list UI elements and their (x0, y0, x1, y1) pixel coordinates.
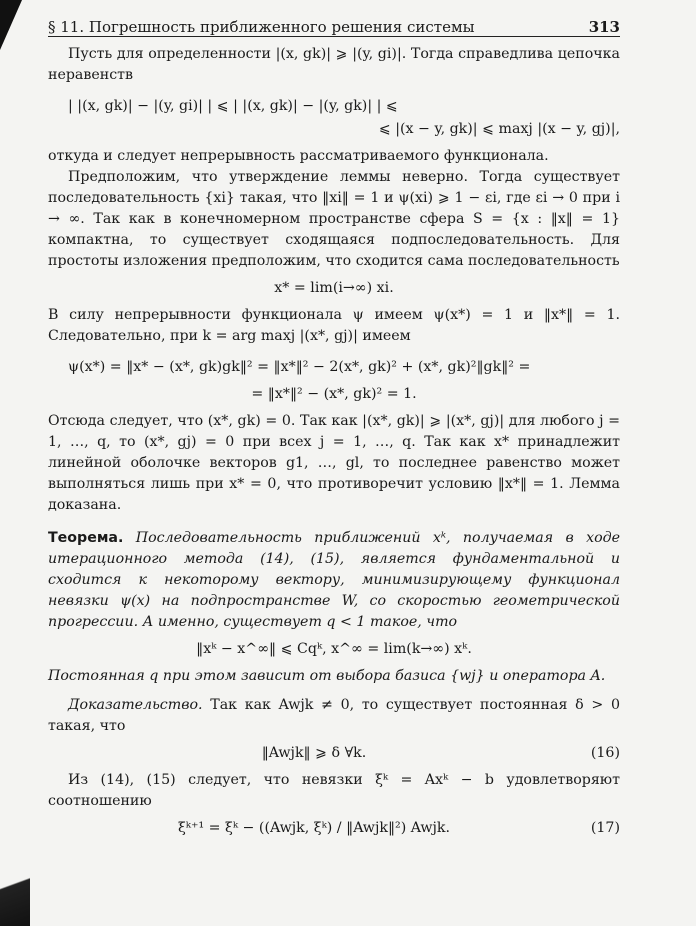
equation: ⩽ |(x − y, gk)| ⩽ maxj |(x − y, gj)|, (378, 121, 620, 137)
equation: x* = lim(i→∞) xi. (274, 280, 394, 296)
theorem-label: Теорема. (48, 530, 124, 546)
running-header (48, 14, 620, 37)
theorem (48, 528, 620, 633)
equation: ξᵏ⁺¹ = ξᵏ − ((Awjk, ξᵏ) / ‖Awjk‖²) Awjk. (177, 820, 451, 836)
proof-label: Доказательство. (68, 697, 203, 713)
equation-number: (17) (590, 820, 620, 836)
numbered-equation (48, 743, 620, 764)
paragraph: Из (14), (15) следует, что невязки ξᵏ = Axᵏ − b удовлетворяют соотношению (48, 772, 620, 809)
page-body (48, 44, 620, 845)
scan-corner-shadow (0, 0, 22, 50)
theorem-remark: Постоянная q при этом зависит от выбора базиса {wj} и оператора A. (48, 668, 606, 684)
section-title: § 11. Погрешность приближенного решения системы (48, 18, 475, 36)
numbered-equation (48, 818, 620, 839)
equation: = ‖x*‖² − (x*, gk)² = 1. (251, 386, 417, 402)
equation: ‖Awjk‖ ⩾ δ ∀k. (261, 745, 367, 761)
paragraph: Предположим, что утверждение леммы неверно. Тогда существует последовательность {xi} такая, что ‖xi‖ = 1 и ψ(xi) ⩾ 1 − εi, где εi → 0 при i → ∞. Так как в конечномерном пространстве сфера S = {x : ‖x‖ = 1} компактна, то существует сходящаяся подпоследовательность. Для простоты изложения предположим, что сходится сама последовательность (48, 169, 620, 269)
paragraph: откуда и следует непрерывность рассматриваемого функционала. (48, 148, 549, 164)
proof-text: Так как Awjk ≠ 0, то существует постоянная δ > 0 такая, что (48, 697, 620, 734)
theorem-text: Последовательность приближений xᵏ, получаемая в ходе итерационного метода (14), (15), является фундаментальной и сходится к некоторому вектору, минимизирующему функционал невязки ψ(x) на подпространстве W, со скоростью геометрической прогрессии. А именно, существует q < 1 такое, что (48, 530, 620, 630)
equation: ‖xᵏ − x^∞‖ ⩽ Cqᵏ, x^∞ = lim(k→∞) xᵏ. (196, 641, 472, 657)
paragraph: В силу непрерывности функционала ψ имеем ψ(x*) = 1 и ‖x*‖ = 1. Следовательно, при k = arg maxj |(x*, gj)| имеем (48, 307, 620, 344)
equation: ψ(x*) = ‖x* − (x*, gk)gk‖² = ‖x*‖² − 2(x*, gk)² + (x*, gk)²‖gk‖² = (68, 359, 531, 375)
scan-corner-shadow-bottom (0, 856, 30, 926)
paragraph: Пусть для определенности |(x, gk)| ⩾ |(y, gi)|. Тогда справедлива цепочка неравенств (48, 46, 620, 83)
equation: | |(x, gk)| − |(y, gi)| | ⩽ | |(x, gk)| − |(y, gk)| | ⩽ (68, 98, 398, 114)
paragraph: Отсюда следует, что (x*, gk) = 0. Так как |(x*, gk)| ⩾ |(x*, gj)| для любого j = 1, …, q, то (x*, gj) = 0 при всех j = 1, …, q. Так как x* принадлежит линейной оболочке векторов g1, …, gl, то последнее равенство может выполняться лишь при x* = 0, что противоречит условию ‖x*‖ = 1. Лемма доказана. (48, 413, 620, 513)
page-number: 313 (588, 18, 620, 36)
equation-number: (16) (590, 745, 620, 761)
